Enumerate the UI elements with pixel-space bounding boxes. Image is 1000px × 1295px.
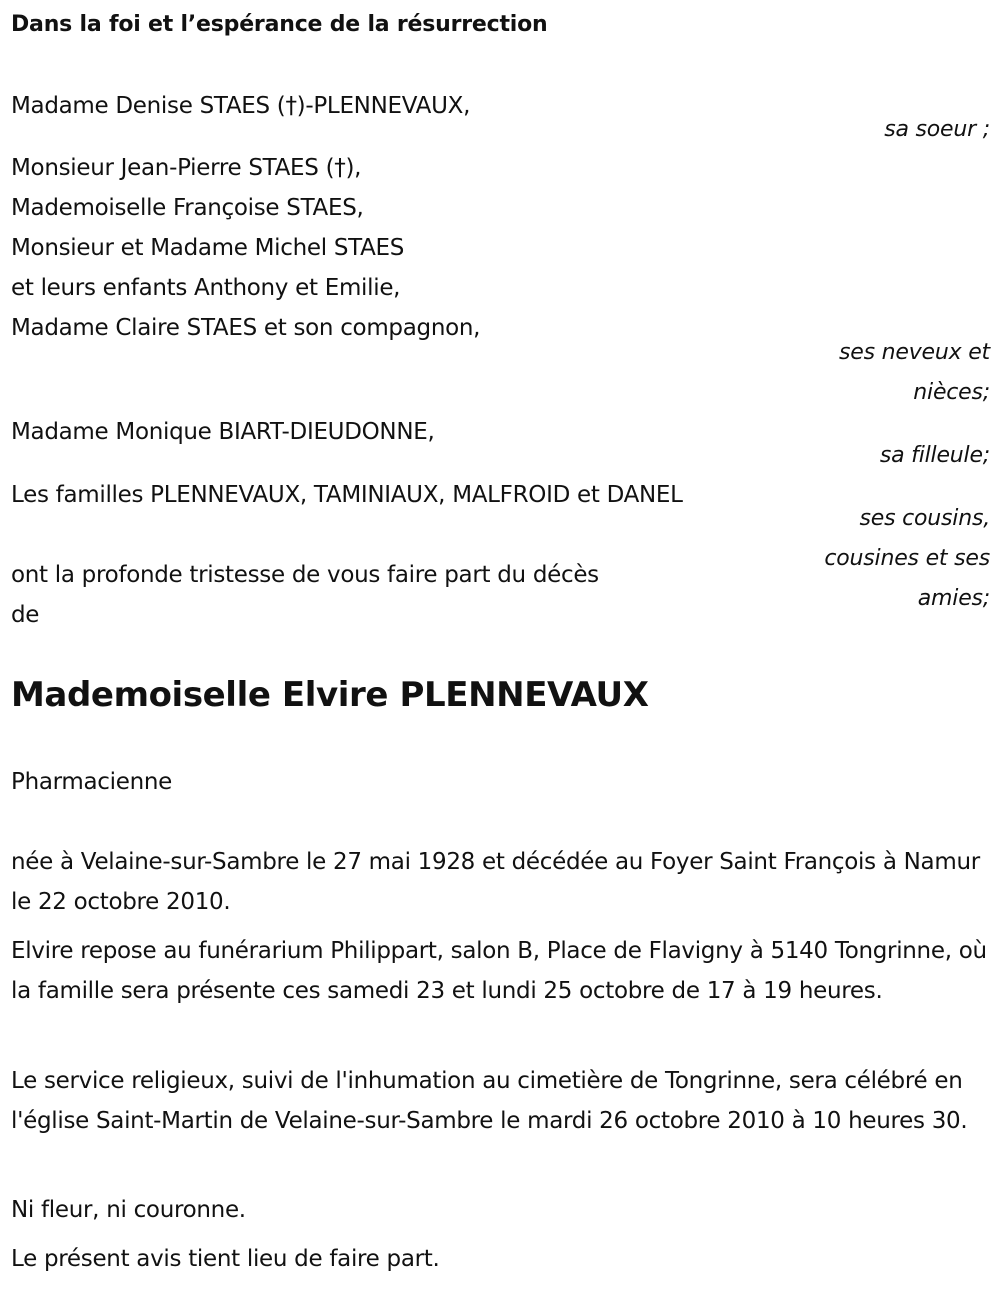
- service-paragraph: Le service religieux, suivi de l'inhumation au cimetière de Tongrinne, sera célébré en l'église Saint-Martin de Velaine-sur-Sambre le mardi 26 octobre 2010 à 10 heures 30.: [11, 1068, 968, 1134]
- relation-label: cousines et ses: [824, 546, 990, 571]
- relation-label: amies;: [917, 586, 990, 611]
- relation-label: sa soeur ;: [884, 117, 990, 142]
- relation-label: sa filleule;: [879, 443, 990, 468]
- relation-label: ses neveux et: [838, 340, 990, 365]
- family-line: Monsieur Jean-Pierre STAES (†),: [11, 155, 362, 181]
- deceased-name: Mademoiselle Elvire PLENNEVAUX: [11, 675, 649, 715]
- birth-death-paragraph: née à Velaine-sur-Sambre le 27 mai 1928 et décédée au Foyer Saint François à Namur le 22 octobre 2010.: [11, 849, 980, 915]
- deceased-profession: Pharmacienne: [11, 769, 172, 795]
- family-line: Mademoiselle Françoise STAES,: [11, 195, 364, 221]
- flowers-note: Ni fleur, ni couronne.: [11, 1197, 246, 1223]
- family-line: Madame Denise STAES (†)-PLENNEVAUX,: [11, 93, 471, 119]
- family-line: Les familles PLENNEVAUX, TAMINIAUX, MALFROID et DANEL: [11, 482, 683, 508]
- family-line: Monsieur et Madame Michel STAES: [11, 235, 405, 261]
- notice-note: Le présent avis tient lieu de faire part.: [11, 1246, 440, 1272]
- announcement-line: de: [11, 602, 40, 628]
- announcement-line: ont la profonde tristesse de vous faire part du décès: [11, 562, 599, 588]
- relation-label: nièces;: [913, 380, 990, 405]
- family-line: Madame Claire STAES et son compagnon,: [11, 315, 481, 341]
- family-line: et leurs enfants Anthony et Emilie,: [11, 275, 401, 301]
- relation-label: ses cousins,: [859, 506, 990, 531]
- header-title: Dans la foi et l’espérance de la résurrection: [11, 12, 548, 37]
- visitation-paragraph: Elvire repose au funérarium Philippart, salon B, Place de Flavigny à 5140 Tongrinne, où la famille sera présente ces samedi 23 et lundi 25 octobre de 17 à 19 heures.: [11, 938, 987, 1004]
- family-line: Madame Monique BIART-DIEUDONNE,: [11, 419, 435, 445]
